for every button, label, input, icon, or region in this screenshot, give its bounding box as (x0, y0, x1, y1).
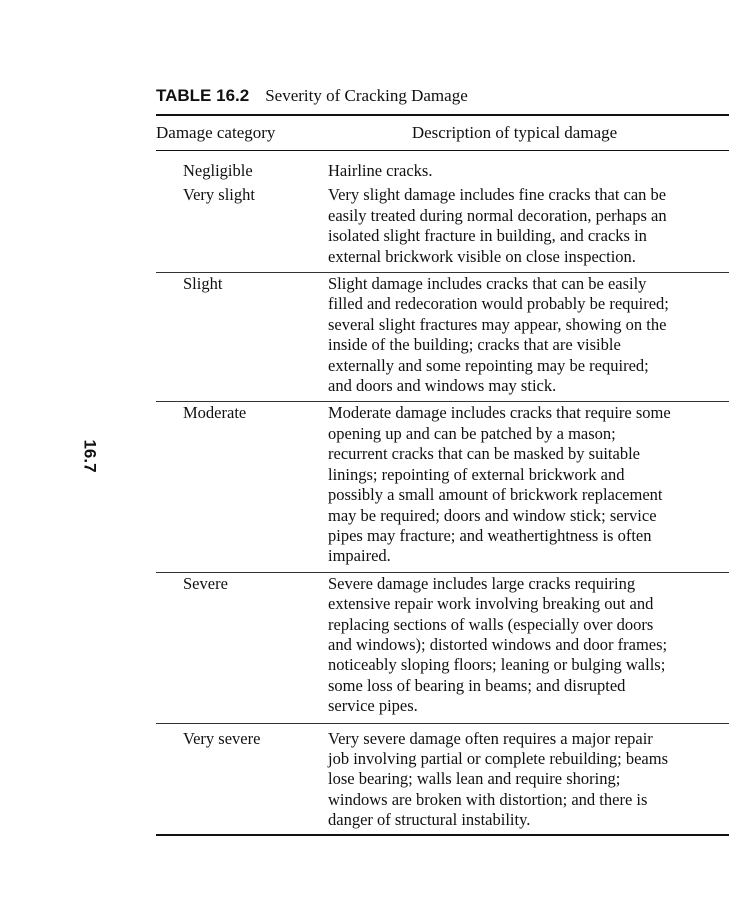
description-line: windows are broken with distortion; and there is (328, 789, 648, 809)
description-line: replacing sections of walls (especially over doors (328, 614, 654, 634)
description-line: Very severe damage often requires a major repair (328, 728, 653, 748)
description-line: some loss of bearing in beams; and disrupted (328, 675, 626, 695)
description-line: possibly a small amount of brickwork replacement (328, 485, 663, 505)
description-line: impaired. (328, 546, 391, 566)
description-line: Hairline cracks. (328, 161, 433, 180)
section-number: 16.7 (81, 439, 100, 473)
table-row (156, 573, 729, 724)
description-line: lose bearing; walls lean and require shoring; (328, 769, 621, 789)
row-category: Moderate (183, 403, 247, 423)
table-header-row (156, 116, 729, 151)
description-line: Moderate damage includes cracks that require some (328, 403, 671, 423)
table-caption (156, 78, 729, 116)
description-line: and windows); distorted windows and door frames; (328, 634, 668, 654)
description-line: Very slight damage includes fine cracks that can be (328, 185, 667, 205)
description-line: externally and some repointing may be required; (328, 355, 649, 375)
description-line: extensive repair work involving breaking out and (328, 594, 654, 614)
table-row (156, 273, 729, 402)
row-category: Slight (183, 274, 223, 294)
row-category: Very severe (183, 728, 261, 748)
table-row (156, 151, 729, 181)
description-line: linings; repointing of external brickwork and (328, 464, 625, 484)
description-line: may be required; doors and window stick; service (328, 505, 657, 525)
table-title: Severity of Cracking Damage (265, 86, 468, 105)
table-number: TABLE 16.2 (156, 86, 250, 105)
table-row (156, 402, 729, 572)
row-category: Negligible (183, 161, 253, 180)
row-category: Very slight (183, 185, 255, 205)
description-line: easily treated during normal decoration, perhaps an (328, 205, 667, 225)
description-line: and doors and windows may stick. (328, 376, 557, 396)
row-description (328, 403, 729, 566)
description-line: job involving partial or complete rebuilding; beams (328, 748, 669, 768)
description-line: isolated slight fracture in building, and cracks in (328, 226, 647, 246)
row-description (328, 729, 729, 831)
description-line: recurrent cracks that can be masked by suitable (328, 444, 640, 464)
description-line: Slight damage includes cracks that can be easily (328, 274, 647, 294)
description-line: Severe damage includes large cracks requiring (328, 573, 636, 593)
section-tab (78, 436, 102, 476)
row-description (328, 161, 729, 181)
description-line: opening up and can be patched by a mason; (328, 423, 616, 443)
header-description: Description of typical damage (411, 123, 618, 142)
row-category: Severe (183, 573, 228, 593)
description-line: danger of structural instability. (328, 810, 531, 830)
damage-severity-table (156, 78, 729, 836)
description-line: noticeably sloping floors; leaning or bulging walls; (328, 655, 666, 675)
table-row (156, 181, 729, 273)
description-line: pipes may fracture; and weathertightness is often (328, 525, 652, 545)
description-line: filled and redecoration would probably be required; (328, 294, 669, 314)
description-line: inside of the building; cracks that are visible (328, 335, 621, 355)
description-line: service pipes. (328, 696, 418, 716)
table-row (156, 724, 729, 836)
row-description (328, 574, 729, 717)
description-line: several slight fractures may appear, showing on the (328, 314, 667, 334)
description-line: external brickwork visible on close inspection. (328, 246, 636, 266)
row-description (328, 274, 729, 396)
row-description (328, 185, 729, 267)
header-damage-category: Damage category (156, 123, 276, 142)
